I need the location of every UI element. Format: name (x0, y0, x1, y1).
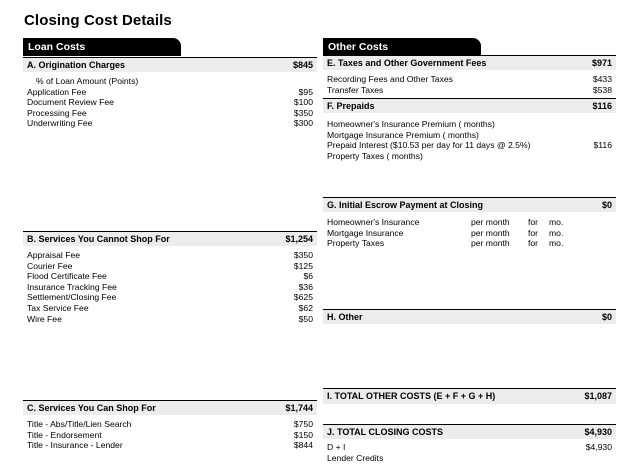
list-item: Courier Fee $125 (27, 260, 313, 271)
section-a-label: A. Origination Charges (27, 60, 126, 70)
list-item: Title - Abs/Title/Lien Search $750 (27, 419, 313, 429)
section-f-header (323, 98, 616, 113)
list-item: Flood Certificate Fee $6 (27, 271, 313, 282)
section-i-total: $1,087 (584, 391, 612, 401)
list-item: Insurance Tracking Fee $36 (27, 281, 313, 292)
list-item: Title - Endorsement $150 (27, 429, 313, 440)
section-h-header (323, 309, 616, 324)
list-item: Tax Service Fee $62 (27, 302, 313, 313)
section-c-header (23, 400, 317, 415)
loan-costs-header: Loan Costs (23, 38, 181, 56)
section-b-header (23, 231, 317, 246)
list-item: % of Loan Amount (Points) (36, 76, 139, 86)
list-item: Homeowner's Insurance Premium ( months) (327, 119, 495, 129)
section-f-label: F. Prepaids (327, 101, 375, 111)
section-g-header (323, 197, 616, 212)
list-item: Settlement/Closing Fee $625 (27, 292, 313, 303)
section-f-prepaids (323, 98, 616, 161)
section-i-label: I. TOTAL OTHER COSTS (E + F + G + H) (327, 391, 496, 401)
list-item: Mortgage Insurance per month for mo. (327, 227, 564, 238)
section-h-other (323, 309, 616, 324)
section-e-taxes (323, 55, 616, 95)
list-item: D + I $4,930 (327, 442, 612, 452)
section-c-total: $1,744 (285, 403, 313, 413)
list-item: Appraisal Fee $350 (27, 250, 313, 260)
section-h-label: H. Other (327, 312, 363, 322)
list-item: Title - Insurance - Lender $844 (27, 440, 313, 451)
section-g-label: G. Initial Escrow Payment at Closing (327, 200, 484, 210)
section-j-header (323, 424, 616, 439)
section-a-origination (23, 57, 317, 129)
list-item: Underwriting Fee $300 (27, 118, 313, 129)
list-item: Property Taxes per month for mo. (327, 238, 564, 249)
list-item: Processing Fee $350 (27, 107, 313, 118)
section-e-label: E. Taxes and Other Government Fees (327, 58, 487, 68)
list-item: Prepaid Interest ($10.53 per day for 11 days @ 2.5%) $116 (327, 140, 612, 151)
section-h-total: $0 (601, 312, 612, 322)
section-a-total: $845 (292, 60, 313, 70)
section-c-label: C. Services You Can Shop For (27, 403, 156, 413)
list-item: Application Fee $95 (27, 86, 313, 97)
section-g-total: $0 (601, 200, 612, 210)
section-j-total-closing (323, 424, 616, 463)
section-e-header (323, 55, 616, 70)
list-item: Lender Credits (327, 452, 384, 463)
section-c-can-shop (23, 400, 317, 451)
list-item: Mortgage Insurance Premium ( months) (327, 129, 479, 140)
list-item: Homeowner's Insurance per month for mo. (327, 217, 564, 227)
list-item: Property Taxes ( months) (327, 150, 423, 161)
section-i-total-other (323, 388, 616, 404)
section-j-label: J. TOTAL CLOSING COSTS (327, 427, 444, 437)
section-j-total: $4,930 (584, 427, 612, 437)
section-b-total: $1,254 (285, 234, 313, 244)
section-a-header (23, 57, 317, 72)
section-e-total: $971 (591, 58, 612, 68)
section-f-total: $116 (592, 101, 612, 111)
list-item: Transfer Taxes $538 (327, 84, 612, 95)
list-item: Recording Fees and Other Taxes $433 (327, 74, 612, 84)
other-costs-header: Other Costs (323, 38, 481, 56)
section-b-cannot-shop (23, 231, 317, 324)
list-item: Document Review Fee $100 (27, 97, 313, 108)
page-title: Closing Cost Details (24, 12, 172, 29)
section-i-header (323, 388, 616, 404)
list-item: Wire Fee $50 (27, 313, 313, 324)
section-b-label: B. Services You Cannot Shop For (27, 234, 170, 244)
section-g-escrow (323, 197, 616, 249)
